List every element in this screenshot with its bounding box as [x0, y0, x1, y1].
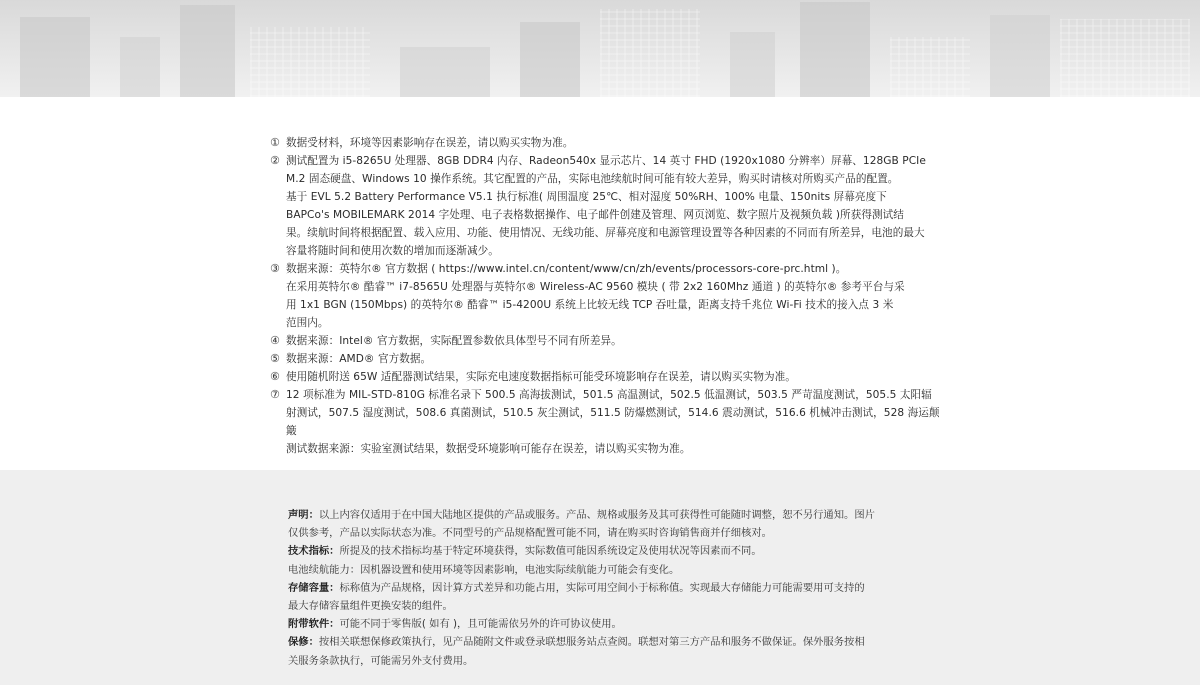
footnote-item: [270, 332, 940, 350]
disclaimer-label: 声明：: [288, 509, 319, 521]
footnote-item: [270, 134, 940, 152]
footnote-item: [270, 152, 940, 260]
footnote-item: [270, 368, 940, 386]
footnote-number: ③: [270, 262, 280, 275]
footnote-number: ②: [270, 154, 280, 167]
disclaimer-label: 附带软件：: [288, 618, 340, 631]
footnote-text: 数据来源：Intel® 官方数据，实际配置参数依具体型号不同有所差异。: [286, 335, 622, 347]
disclaimer-text: 可能不同于零售版( 如有 )，且可能需依另外的许可协议使用。: [339, 618, 622, 631]
disclaimer-text: 标称值为产品规格，因计算方式差异和功能占用，实际可用空间小于标称值。实现最大存储能力可能需要用可支持的 最大存储容量组件更换安装的组件。: [288, 581, 865, 613]
disclaimer-warranty: [288, 633, 928, 669]
disclaimer-text: 按相关联想保修政策执行，见产品随附文件或登录联想服务站点查阅。联想对第三方产品和服务不做保证。保外服务按相 关服务条款执行，可能需另外支付费用。: [288, 636, 865, 667]
hero-banner-image: [0, 0, 1200, 97]
disclaimer-text: 电池续航能力：因机器设置和使用环境等因素影响，电池实际续航能力可能会有变化。: [288, 563, 680, 576]
disclaimer-software: [288, 615, 928, 633]
footnote-text: 数据来源：AMD® 官方数据。: [286, 353, 432, 365]
disclaimer-section: [0, 470, 1200, 685]
footnote-item: [270, 260, 940, 332]
disclaimer-text: 以上内容仅适用于在中国大陆地区提供的产品或服务。产品、规格或服务及其可获得性可能随时调整，恕不另行通知。图片 仅供参考，产品以实际状态为准。不同型号的产品规格配置可能不同，请在购买时咨询销售商并仔细核对。: [288, 509, 875, 540]
disclaimer-tech-specs: [288, 542, 928, 560]
disclaimer-battery: [288, 561, 928, 579]
disclaimer-list: [288, 506, 928, 670]
footnote-text: 数据来源：英特尔® 官方数据 ( https://www.intel.cn/content/www/cn/zh/events/processors-core-prc.html )。 在采用英特尔® 酷睿™ i7-8565U 处理器与英特尔® Wireless-AC 9560 模块 ( 带 2x2 160Mhz 通道 ) 的英特尔® 参考平台与采 用 1x1 BGN (150Mbps) 的英特尔® 酷睿™ i5-4200U 系统上比较无线 TCP 吞吐量，距离支持千兆位 Wi-Fi 技术的接入点 3 米 范围内。: [286, 263, 905, 329]
footnote-item: [270, 350, 940, 368]
disclaimer-label: 存储容量：: [288, 581, 340, 594]
disclaimer-label: 技术指标：: [288, 545, 340, 558]
footnote-item: [270, 386, 940, 458]
disclaimer-storage: [288, 579, 928, 615]
footnote-number: ⑤: [270, 352, 280, 365]
footnote-number: ⑦: [270, 388, 280, 401]
footnote-number: ④: [270, 334, 280, 347]
footnote-text: 数据受材料，环境等因素影响存在误差，请以购买实物为准。: [286, 137, 574, 149]
footnote-text: 12 项标准为 MIL-STD-810G 标准名录下 500.5 高海拔测试，501.5 高温测试，502.5 低温测试，503.5 严苛温度测试，505.5 太阳辐 射测试，507.5 湿度测试，508.6 真菌测试，510.5 灰尘测试，511.5 防爆燃测试，514.6 震动测试，516.6 机械冲击测试，528 海运颠簸 测试数据来源：实验室测试结果，数据受环境影响可能存在误差，请以购买实物为准。: [286, 389, 940, 455]
footnote-number: ⑥: [270, 370, 280, 383]
disclaimer-statement: [288, 506, 928, 542]
disclaimer-label: 保修：: [288, 636, 319, 649]
footnote-number: ①: [270, 136, 280, 149]
footnotes-list: [270, 134, 940, 458]
footnote-text: 测试配置为 i5-8265U 处理器、8GB DDR4 内存、Radeon540x 显示芯片、14 英寸 FHD (1920x1080 分辨率）屏幕、128GB PCIe M.2 固态硬盘、Windows 10 操作系统。其它配置的产品，实际电池续航时间可能有较大差异，购买时请核对所购买产品的配置。 基于 EVL 5.2 Battery Performance V5.1 执行标准( 周围温度 25℃、相对湿度 50%RH、100% 电量、150nits 屏幕亮度下 BAPCo's MOBILEMARK 2014 字处理、电子表格数据操作、电子邮件创建及管理、网页浏览、数字照片及视频负载 )所获得测试结 果。续航时间将根据配置、载入应用、功能、使用情况、无线功能、屏幕亮度和电源管理设置等各种因素的不同而有所差异，电池的最大 容量将随时间和使用次数的增加而逐渐减少。: [286, 155, 926, 257]
disclaimer-text: 所提及的技术指标均基于特定环境获得，实际数值可能因系统设定及使用状况等因素而不同。: [339, 545, 762, 558]
footnote-text: 使用随机附送 65W 适配器测试结果，实际充电速度数据指标可能受环境影响存在误差，请以购买实物为准。: [286, 371, 796, 383]
